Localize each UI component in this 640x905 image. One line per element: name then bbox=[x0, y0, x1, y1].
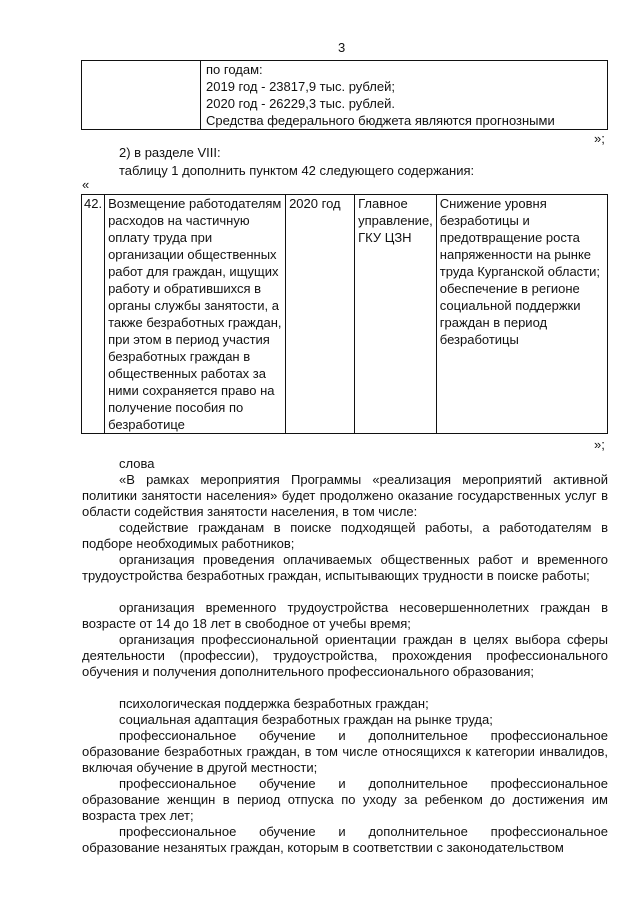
funding-line: по годам: bbox=[206, 62, 263, 77]
paragraph: организация временного трудоустройства несовершеннолетних граждан в возрасте от 14 до 18 лет в свободное от учебы время; bbox=[82, 600, 608, 631]
row-number-cell: 42. bbox=[82, 195, 105, 434]
funding-table bbox=[81, 60, 608, 130]
executor-cell: Главное управление, ГКУ ЦЗН bbox=[355, 195, 437, 434]
table-intro: таблицу 1 дополнить пунктом 42 следующего содержания: bbox=[119, 163, 475, 178]
funding-cell bbox=[201, 61, 608, 130]
quote-close: »; bbox=[594, 131, 605, 146]
paragraph: профессиональное обучение и дополнительное профессиональное образование женщин в период отпуска по уходу за ребенком до достижения им возраста трех лет; bbox=[82, 776, 608, 823]
paragraph: профессиональное обучение и дополнительное профессиональное образование незанятых граждан, которым в соответствии с законодательством bbox=[82, 824, 608, 855]
measures-table bbox=[81, 194, 608, 434]
paragraph: социальная адаптация безработных граждан на рынке труда; bbox=[119, 712, 493, 727]
paragraph: профессиональное обучение и дополнительное профессиональное образование безработных граждан, в том числе относящихся к категории инвалидов, включая обучение в другой местности; bbox=[82, 728, 608, 775]
paragraph: «В рамках мероприятия Программы «реализация мероприятий активной политики занятости населения» будет продолжено оказание государственных услуг в области содействия занятости населения, в том числе: bbox=[82, 472, 608, 519]
page-number: 3 bbox=[338, 40, 346, 55]
empty-cell bbox=[82, 61, 201, 130]
paragraph: организация профессиональной ориентации граждан в целях выбора сферы деятельности (профессии), трудоустройства, прохождения профессионального обучения и получения дополнительного профессионального образования; bbox=[82, 632, 608, 679]
quote-open: « bbox=[82, 177, 90, 192]
table-row bbox=[82, 61, 608, 130]
year-cell: 2020 год bbox=[286, 195, 355, 434]
quote-close: »; bbox=[594, 437, 605, 452]
paragraph: организация проведения оплачиваемых общественных работ и временного трудоустройства безработных граждан, испытывающих трудности в поиске работы; bbox=[82, 552, 608, 583]
funding-line: 2019 год - 23817,9 тыс. рублей; bbox=[206, 79, 395, 94]
event-cell: Возмещение работодателям расходов на частичную оплату труда при организации общественных работ для граждан, ищущих работу и обратившихся в органы службы занятости, а также безработных граждан, при этом в период участия безработных граждан в общественных работах за ними сохраняется право на получение пособия по безработице bbox=[105, 195, 286, 434]
section-line: 2) в разделе VIII: bbox=[119, 145, 221, 160]
paragraph: содействие гражданам в поиске подходящей работы, а работодателям в подборе необходимых работников; bbox=[82, 520, 608, 551]
paragraph: психологическая поддержка безработных граждан; bbox=[119, 696, 429, 711]
words-label: слова bbox=[119, 456, 155, 471]
table-row bbox=[82, 195, 608, 434]
result-cell: Снижение уровня безработицы и предотвращение роста напряженности на рынке труда Курганской области; обеспечение в регионе социальной поддержки граждан в период безработицы bbox=[436, 195, 607, 434]
funding-line: Средства федерального бюджета являются прогнозными bbox=[206, 113, 555, 128]
funding-line: 2020 год - 26229,3 тыс. рублей. bbox=[206, 96, 395, 111]
